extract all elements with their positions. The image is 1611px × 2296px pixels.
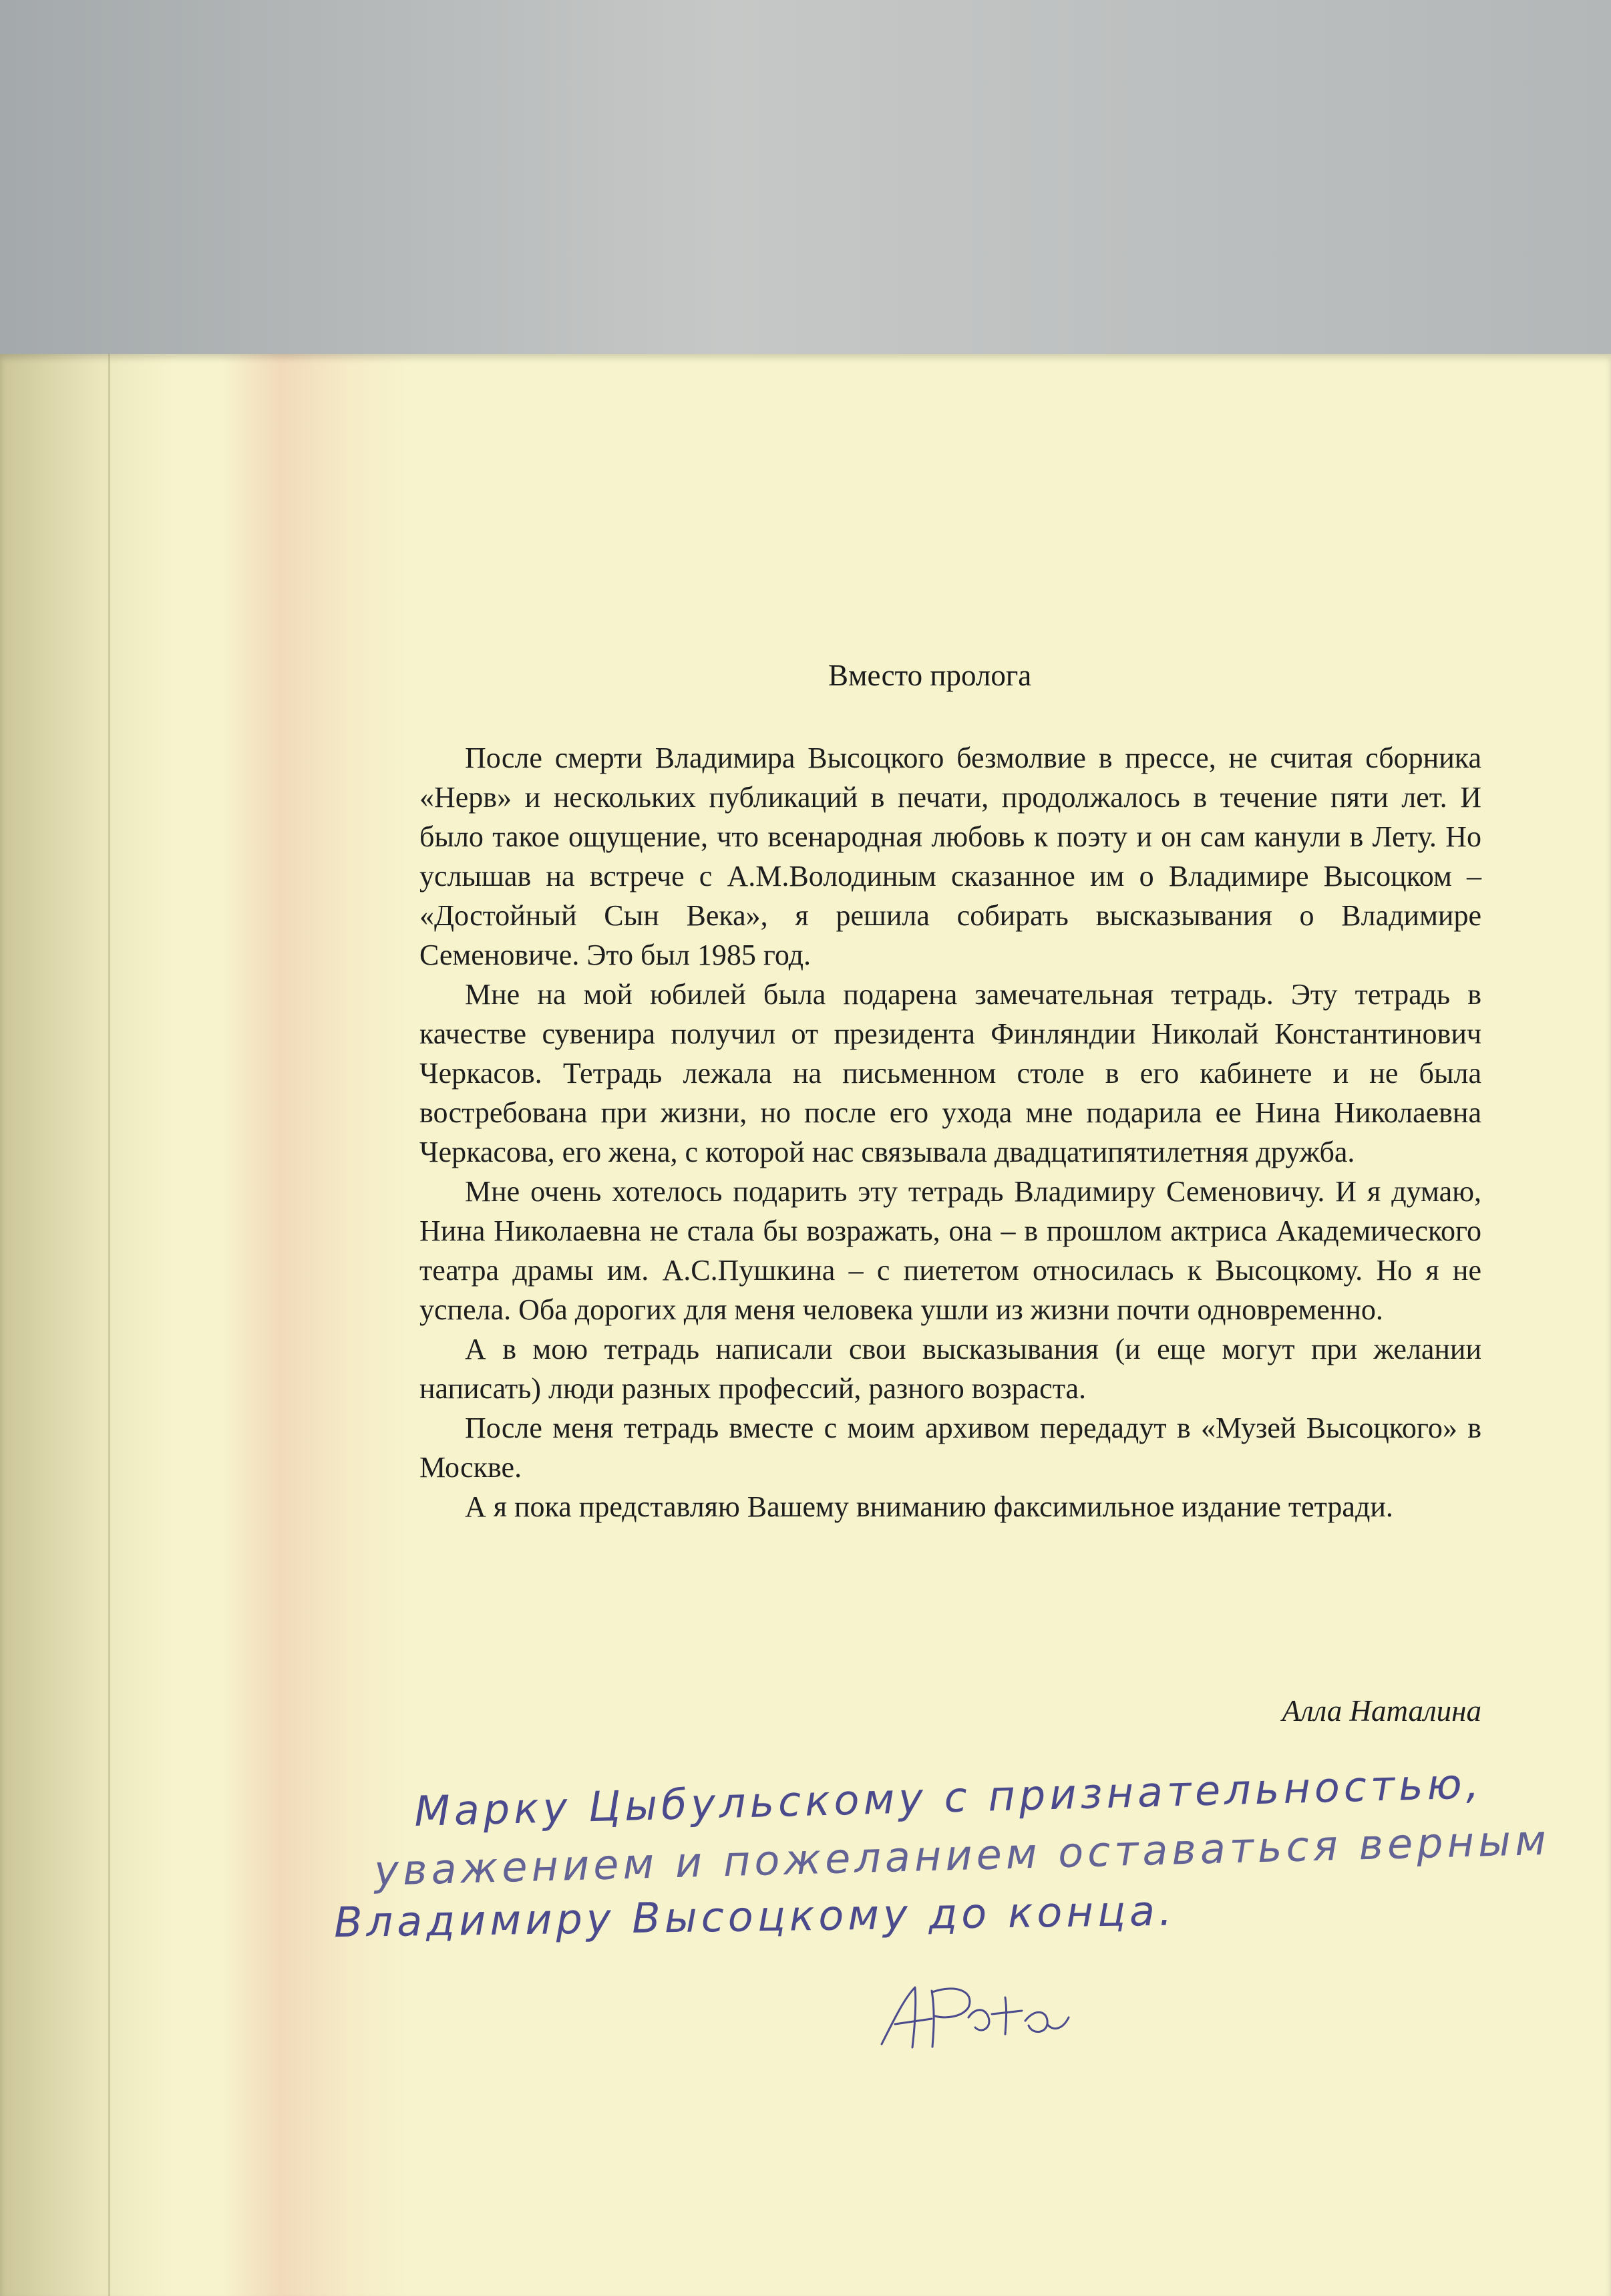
page-fold <box>108 354 110 2296</box>
page-heading: Вместо пролога <box>828 659 1032 692</box>
handwritten-inscription <box>321 1759 1590 1947</box>
author-name: Алла Наталина <box>1282 1694 1481 1728</box>
inscription-line: Владимиру Высоцкому до конца. <box>333 1886 1177 1947</box>
prologue-text <box>419 738 1481 1526</box>
inscription-line: Марку Цыбульскому с признательностью, <box>413 1759 1484 1836</box>
inscription-line: уважением и пожеланием оставаться верным <box>373 1815 1551 1895</box>
paragraph: После меня тетрадь вместе с моим архивом передадут в «Музей Высоцкого» в Москве. <box>419 1412 1481 1484</box>
paragraph: А в мою тетрадь написали свои высказывания (и еще могут при желании написать) люди разных профессий, разного возраста. <box>419 1333 1481 1405</box>
book-page <box>0 354 1611 2296</box>
paragraph: Мне очень хотелось подарить эту тетрадь Владимиру Семеновичу. И я думаю, Нина Николаевна не стала бы возражать, она – в прошлом актриса Академического театра драмы им. А.С.Пушкина – с пиететом относилась к Высоцкому. Но я не успела. Оба дорогих для меня человека ушли из жизни почти одновременно. <box>419 1175 1481 1326</box>
scanner-background <box>0 0 1611 374</box>
handwritten-signature <box>868 1977 1082 2058</box>
paragraph: Мне на мой юбилей была подарена замечательная тетрадь. Эту тетрадь в качестве сувенира получил от президента Финляндии Николай Константинович Черкасов. Тетрадь лежала на письменном столе в его кабинете и не была востребована при жизни, но после его ухода мне подарила ее Нина Николаевна Черкасова, его жена, с которой нас связывала двадцатипятилетняя дружба. <box>419 978 1481 1168</box>
paragraph: А я пока представляю Вашему вниманию факсимильное издание тетради. <box>465 1490 1393 1523</box>
paragraph: После смерти Владимира Высоцкого безмолвие в прессе, не считая сборника «Нерв» и нескольких публикаций в печати, продолжалось в течение пяти лет. И было такое ощущение, что всенародная любовь к поэту и он сам канули в Лету. Но услышав на встрече с А.М.Володиным сказанное им о Владимире Высоцком – «Достойный Сын Века», я решила собирать высказывания о Владимире Семеновиче. Это был 1985 год. <box>419 742 1481 971</box>
